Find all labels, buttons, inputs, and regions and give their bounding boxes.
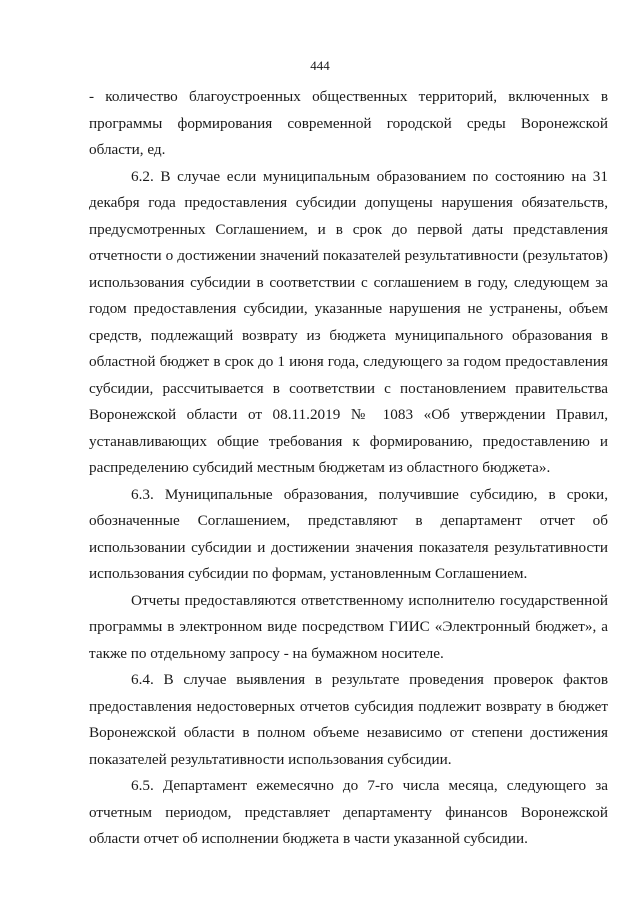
paragraph-6-5: 6.5. Департамент ежемесячно до 7-го числа месяца, следующего за отчетным периодом, представляет департаменту финансов Воронежской области отчет об исполнении бюджета в части указанной субсидии. — [89, 777, 608, 847]
paragraph-list-continuation: - количество благоустроенных общественных территорий, включенных в программы формирования современной городской среды Воронежской области, ед. — [89, 88, 608, 158]
paragraph-6-3: 6.3. Муниципальные образования, получившие субсидию, в сроки, обозначенные Соглашением, представляют в департамент отчет об использовании субсидии и достижении значения показателя результативности использования субсидии по формам, установленным Соглашением. — [89, 485, 608, 582]
page-number: 444 — [310, 58, 330, 73]
paragraph-reports: Отчеты предоставляются ответственному исполнителю государственной программы в электронном виде посредством ГИИС «Электронный бюджет», а также по отдельному запросу - на бумажном носителе. — [89, 591, 608, 662]
paragraph-6-2: 6.2. В случае если муниципальным образованием по состоянию на 31 декабря года предоставления субсидии допущены нарушения обязательств, предусмотренных Соглашением, и в срок до первой даты представления отчетности о достижении значений показателей результативности (результатов) использования субсидии в соответствии с соглашением в году, следующем за годом предоставления субсидии, указанные нарушения не устранены, объем средств, подлежащий возврату из бюджета муниципального образования в областной бюджет в срок до 1 июня года, следующего за годом предоставления субсидии, рассчитывается в соответствии с постановлением правительства Воронежской области от 08.11.2019 № 1083 «Об утверждении Правил, устанавливающих общие требования к формированию, предоставлению и распределению субсидий местным бюджетам из областного бюджета». — [89, 167, 608, 476]
paragraph-6-4: 6.4. В случае выявления в результате проведения проверок фактов предоставления недостоверных отчетов субсидия подлежит возврату в бюджет Воронежской области в полном объеме независимо от степени достижения показателей результативности использования субсидии. — [89, 671, 608, 768]
document-body — [89, 84, 608, 853]
